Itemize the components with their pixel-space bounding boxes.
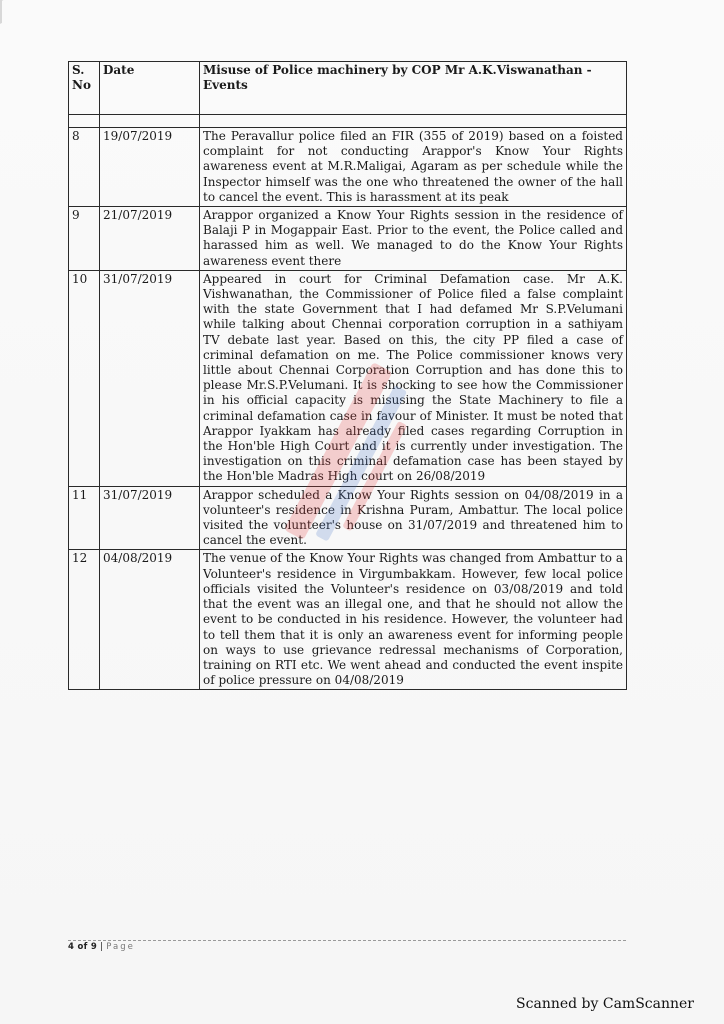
- row-date: 04/08/2019: [100, 550, 200, 690]
- row-sno: 8: [69, 128, 100, 207]
- table-row: [69, 128, 627, 207]
- row-description: The Peravallur police filed an FIR (355 of 2019) based on a foisted complaint for not conducting Arappor's Know Your Rights awareness event at M.R.Maligai, Agaram as per schedule while the Inspector himself was the one who threatened the owner of the hall to cancel the event. This is harassment at its peak: [200, 128, 627, 207]
- footer-separator: |: [100, 942, 104, 952]
- header-date: Date: [100, 62, 200, 115]
- page-footer: [68, 942, 135, 952]
- page-corner-mark: [0, 0, 24, 24]
- row-description: Arappor organized a Know Your Rights session in the residence of Balaji P in Mogappair East. Prior to the event, the Police called and harassed him as well. We managed to do the Know Your Rights awareness event there: [200, 207, 627, 271]
- table-header-row: [69, 62, 627, 115]
- table-row: [69, 486, 627, 550]
- row-description: Arappor scheduled a Know Your Rights session on 04/08/2019 in a volunteer's residence in Krishna Puram, Ambattur. The local police visited the volunteer's house on 31/07/2019 and threatened him to cancel the event.: [200, 486, 627, 550]
- row-sno: 11: [69, 486, 100, 550]
- row-description: Appeared in court for Criminal Defamation case. Mr A.K. Vishwanathan, the Commissioner of Police filed a false complaint with the state Government that I had defamed Mr S.P.Velumani while talking about Chennai corporation corruption in a sathiyam TV debate last year. Based on this, the city PP filed a case of criminal defamation on me. The Police commissioner knows very little about Chennai Corporation Corruption and has done this to please Mr.S.P.Velumani. It is shocking to see how the Commissioner in his official capacity is misusing the State Machinery to file a criminal defamation case in favour of Minister. It must be noted that Arappor Iyakkam has already filed cases regarding Corruption in the Hon'ble High Court and it is currently under investigation. The investigation on this criminal defamation case has been stayed by the Hon'ble Madras High court on 26/08/2019: [200, 270, 627, 486]
- header-sno: S. No: [69, 62, 100, 115]
- table-row: [69, 550, 627, 690]
- row-date: 21/07/2019: [100, 207, 200, 271]
- row-date: 31/07/2019: [100, 270, 200, 486]
- page-number: 4 of 9: [68, 942, 98, 952]
- header-description: Misuse of Police machinery by COP Mr A.K.Viswanathan - Events: [200, 62, 627, 115]
- row-sno: 10: [69, 270, 100, 486]
- table-row: [69, 207, 627, 271]
- row-sno: 12: [69, 550, 100, 690]
- row-description: The venue of the Know Your Rights was changed from Ambattur to a Volunteer's residence in Virgumbakkam. However, few local police officials visited the Volunteer's residence on 03/08/2019 and told that the event was an illegal one, and that he should not allow the event to be conducted in his residence. However, the volunteer had to tell them that it is only an awareness event for informing people on ways to use grievance redressal mechanisms of Corporation, training on RTI etc. We went ahead and conducted the event inspite of police pressure on 04/08/2019: [200, 550, 627, 690]
- table-row: [69, 270, 627, 486]
- gap-cell: [100, 115, 200, 128]
- footer-divider: [68, 940, 626, 941]
- events-table: [68, 61, 627, 690]
- page-label: Page: [106, 942, 135, 952]
- gap-cell: [200, 115, 627, 128]
- row-sno: 9: [69, 207, 100, 271]
- header-gap-row: [69, 115, 627, 128]
- row-date: 31/07/2019: [100, 486, 200, 550]
- row-date: 19/07/2019: [100, 128, 200, 207]
- scanner-credit: Scanned by CamScanner: [516, 996, 694, 1012]
- gap-cell: [69, 115, 100, 128]
